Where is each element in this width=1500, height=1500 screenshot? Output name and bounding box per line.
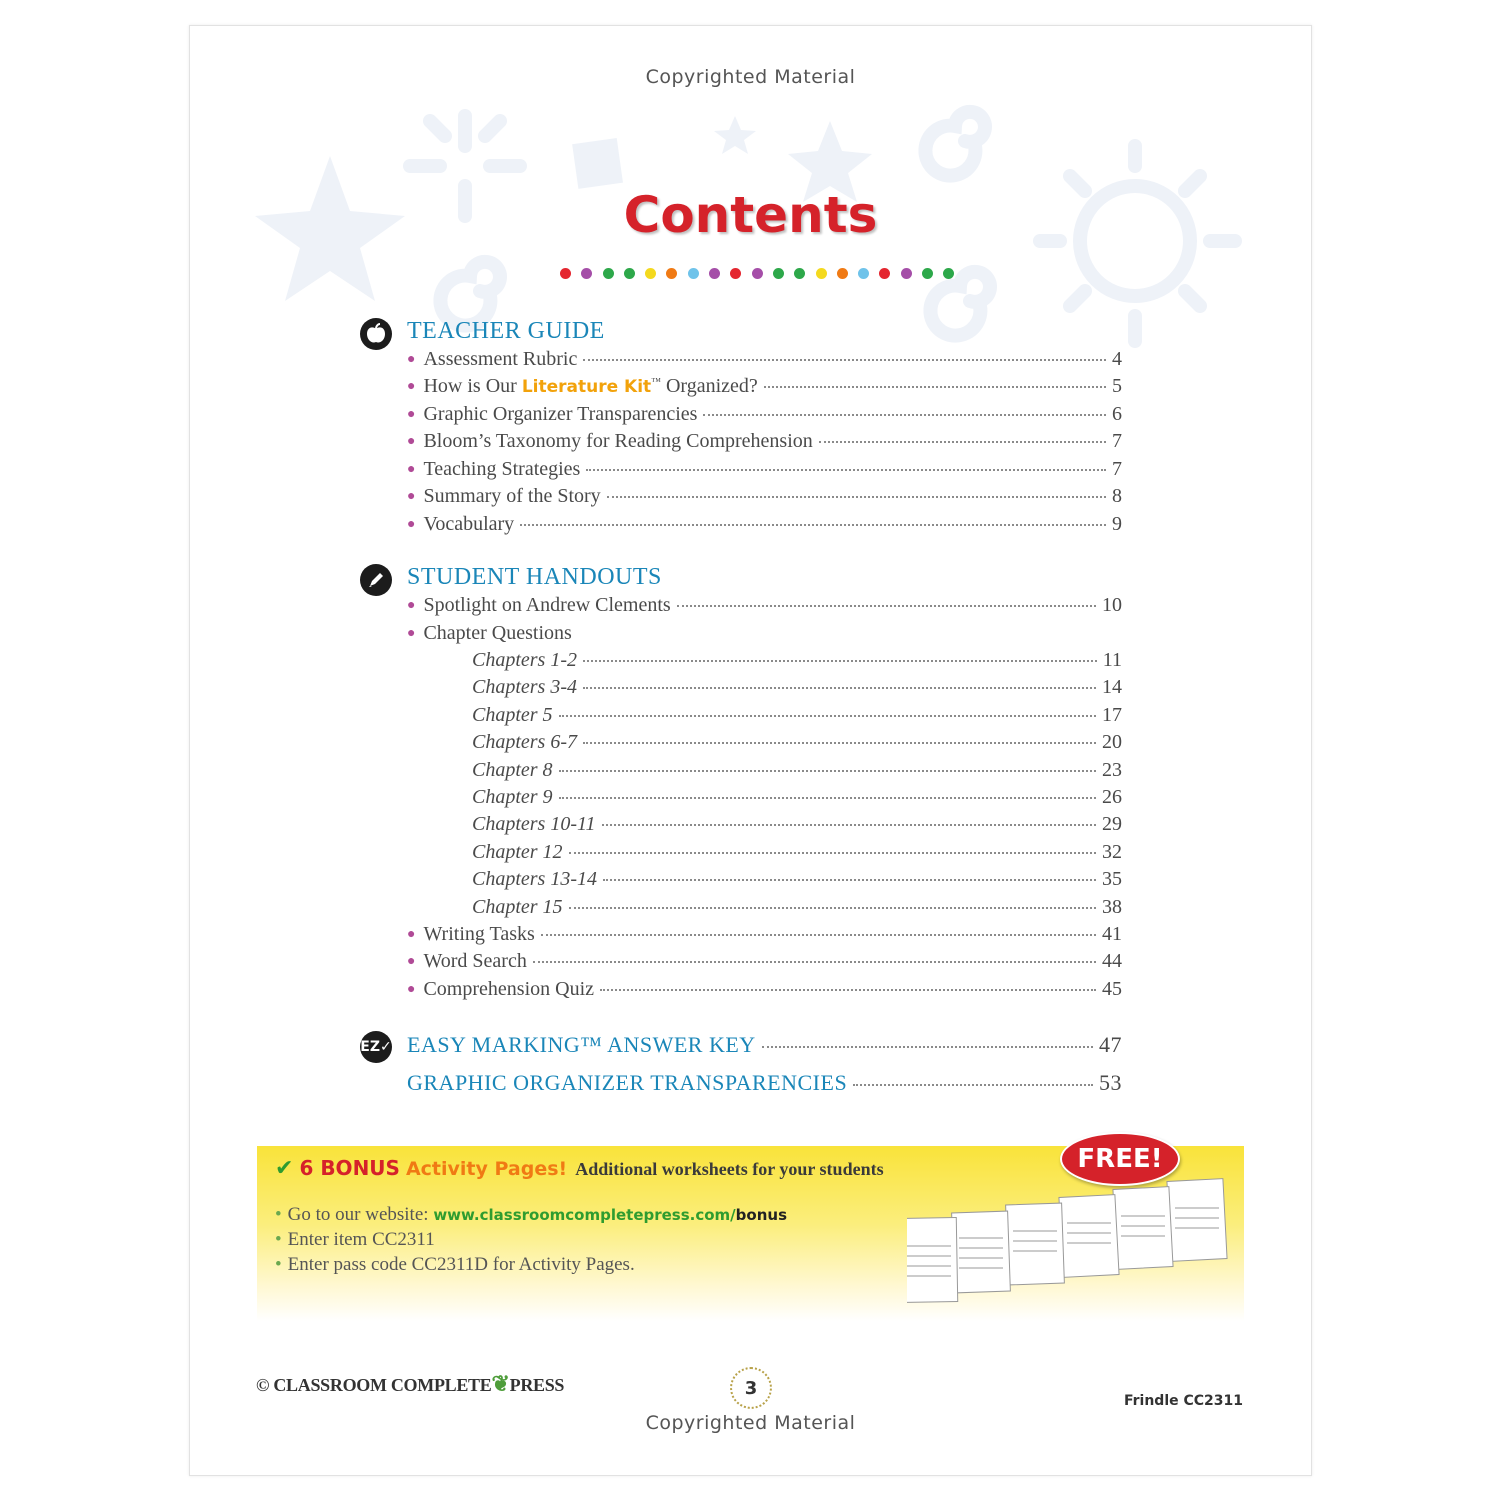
bonus-item-line: • Enter item CC2311 [275, 1229, 435, 1250]
leaf-icon: ❦ [491, 1371, 510, 1396]
toc-item[interactable]: ● Spotlight on Andrew Clements 10 [407, 594, 1122, 616]
decorative-dot [773, 268, 784, 279]
toc-chapter-item[interactable]: Chapters 10-11 29 [472, 813, 1122, 835]
toc-item[interactable]: ● Summary of the Story 8 [407, 485, 1122, 507]
copyright-header: Copyrighted Material [645, 66, 856, 88]
decorative-dot [688, 268, 699, 279]
toc-answer-key[interactable]: EASY MARKING™ ANSWER KEY 47 [407, 1032, 1122, 1057]
toc-transparencies[interactable]: GRAPHIC ORGANIZER TRANSPARENCIES 53 [407, 1070, 1122, 1095]
bonus-banner [257, 1146, 1244, 1321]
bonus-description: Additional worksheets for your students [575, 1159, 884, 1179]
toc-chapter-item[interactable]: Chapter 15 38 [472, 896, 1122, 918]
bonus-website-line: • Go to our website: www.classroomcompletepress.com/bonus [275, 1204, 787, 1225]
toc-chapter-item[interactable]: Chapters 6-7 20 [472, 731, 1122, 753]
ez-check-icon: EZ✓ [360, 1031, 392, 1063]
decorative-dot [581, 268, 592, 279]
decorative-dot [837, 268, 848, 279]
decorative-dot [560, 268, 571, 279]
toc-item[interactable]: ● How is Our Literature Kit™ Organized? 5 [407, 375, 1122, 397]
publisher-logo: © CLASSROOM COMPLETE❦PRESS [256, 1371, 565, 1396]
page [189, 25, 1312, 1476]
toc-item[interactable]: ● Bloom’s Taxonomy for Reading Comprehension 7 [407, 430, 1122, 452]
decorative-dots [560, 266, 965, 284]
toc-chapter-item[interactable]: Chapters 3-4 14 [472, 676, 1122, 698]
toc-item[interactable]: ● Assessment Rubric 4 [407, 348, 1122, 370]
copyright-footer: Copyrighted Material [645, 1412, 856, 1434]
bonus-passcode-line: • Enter pass code CC2311D for Activity Pages. [275, 1254, 635, 1275]
free-badge: FREE! [1060, 1132, 1180, 1186]
teacher-guide-heading: TEACHER GUIDE [407, 318, 605, 344]
book-code: Frindle CC2311 [1123, 1393, 1243, 1409]
decorative-dot [879, 268, 890, 279]
bonus-url-link[interactable]: www.classroomcompletepress.com/bonus [433, 1206, 787, 1224]
toc-item[interactable]: ● Word Search 44 [407, 950, 1122, 972]
page-number: 3 [730, 1367, 772, 1409]
bonus-activity: Activity Pages! [405, 1158, 568, 1180]
decorative-dot [858, 268, 869, 279]
toc-chapter-item[interactable]: Chapters 1-2 11 [472, 649, 1122, 671]
toc-chapter-item[interactable]: Chapter 5 17 [472, 704, 1122, 726]
decorative-dot [645, 268, 656, 279]
toc-chapter-item[interactable]: Chapters 13-14 35 [472, 868, 1122, 890]
literature-kit-brand: Literature Kit [521, 377, 652, 397]
student-handouts-heading: STUDENT HANDOUTS [407, 564, 662, 590]
toc-chapter-item[interactable]: Chapter 8 23 [472, 759, 1122, 781]
decorative-dot [624, 268, 635, 279]
bonus-count: 6 BONUS [299, 1156, 400, 1180]
decorative-dot [794, 268, 805, 279]
toc-item[interactable]: ● Writing Tasks 41 [407, 923, 1122, 945]
decorative-dot [603, 268, 614, 279]
decorative-dot [943, 268, 954, 279]
toc-chapter-item[interactable]: Chapter 9 26 [472, 786, 1122, 808]
toc-item[interactable]: ● Vocabulary 9 [407, 513, 1122, 535]
toc-chapter-item[interactable]: Chapter 12 32 [472, 841, 1122, 863]
check-icon: ✔ [275, 1156, 294, 1181]
toc-item[interactable]: ● Comprehension Quiz 45 [407, 978, 1122, 1000]
decorative-dot [666, 268, 677, 279]
decorative-dot [752, 268, 763, 279]
decorative-dot [901, 268, 912, 279]
decorative-dot [922, 268, 933, 279]
toc-item[interactable]: ● Teaching Strategies 7 [407, 458, 1122, 480]
toc-item[interactable]: ● Graphic Organizer Transparencies 6 [407, 403, 1122, 425]
decorative-dot [816, 268, 827, 279]
page-title: Contents [623, 186, 878, 244]
toc-item-chapter-questions: ● Chapter Questions [407, 622, 572, 644]
apple-icon [360, 318, 392, 350]
decorative-dot [709, 268, 720, 279]
decorative-dot [730, 268, 741, 279]
worksheet-thumbnails [907, 1176, 1247, 1306]
pencil-icon [360, 564, 392, 596]
